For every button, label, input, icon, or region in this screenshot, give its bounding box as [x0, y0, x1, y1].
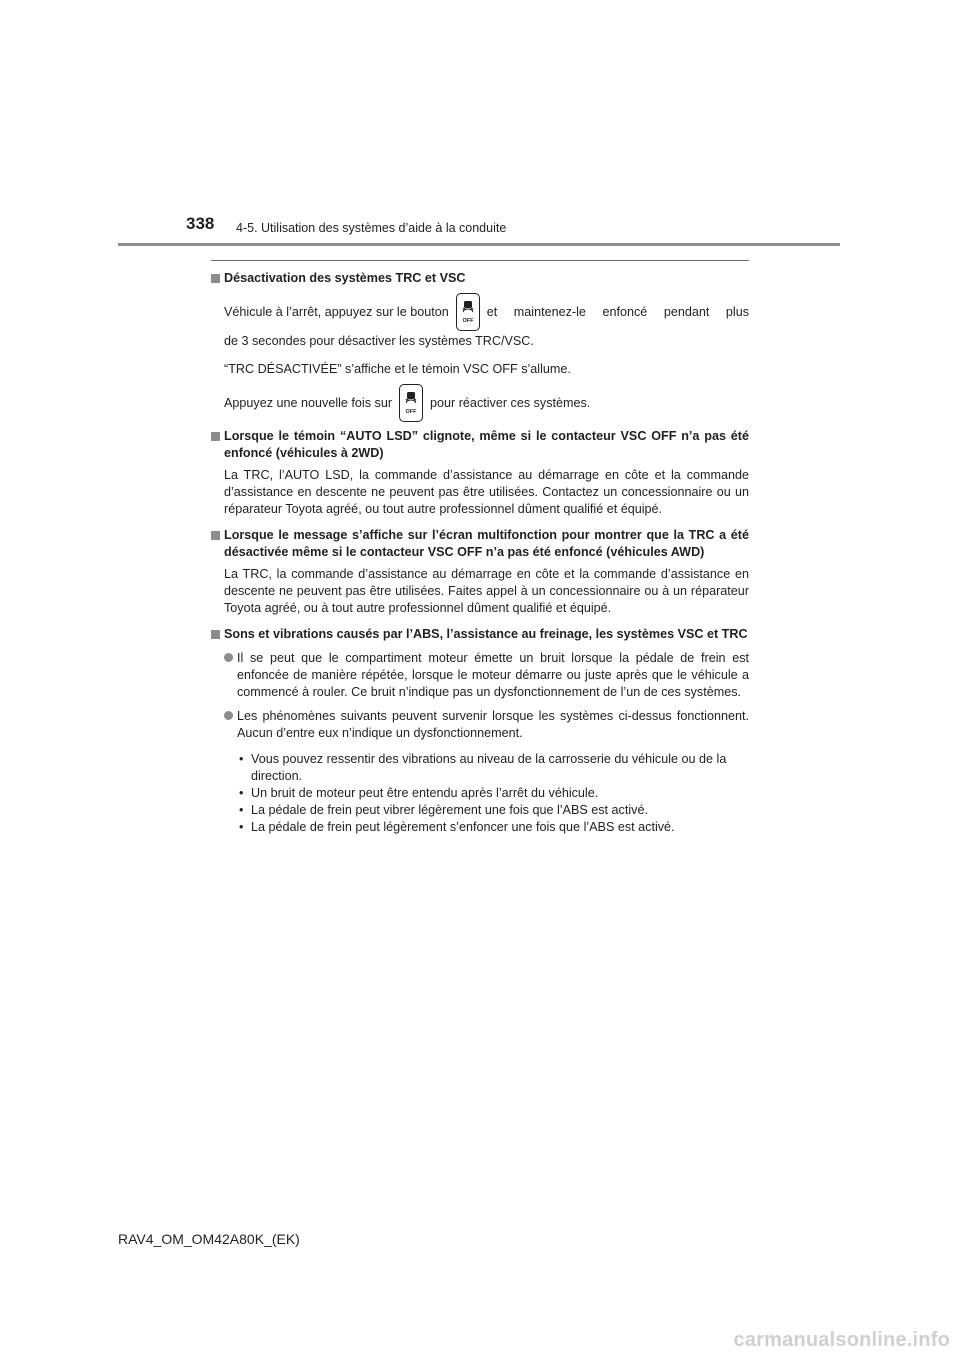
section-heading: [211, 270, 749, 287]
footer-model-code: RAV4_OM_OM42A80K_(EK): [118, 1231, 300, 1247]
section-heading: [211, 428, 749, 462]
bullet-text: Il se peut que le compartiment moteur émette un bruit lorsque la pédale de frein est enfoncée de manière répétée, lorsque le moteur démarre ou juste après que le véhicule a commencé à rouler. Ce bruit n’indique pas un dysfonctionnement de l’un de ces systèmes.: [237, 651, 749, 699]
sub-item-text: Vous pouvez ressentir des vibrations au niveau de la carrosserie du véhicule ou de la direction.: [251, 752, 727, 783]
sub-list-item: [237, 819, 749, 836]
heading-text: Sons et vibrations causés par l’ABS, l’assistance au freinage, les systèmes VSC et TRC: [224, 627, 748, 641]
heading-square-marker: [211, 432, 220, 441]
instruction-text-cont: de 3 secondes pour désactiver les systèmes TRC/VSC.: [224, 334, 534, 348]
heading-square-marker: [211, 630, 220, 639]
section-rule: [211, 260, 749, 261]
heading-square-marker: [211, 274, 220, 283]
section-heading: [211, 626, 749, 643]
section-auto-lsd: [211, 428, 749, 518]
bullet-dot-marker: [224, 711, 233, 720]
sub-item-text: La pédale de frein peut légèrement s’enfoncer une fois que l’ABS est activé.: [251, 820, 675, 834]
instruction-text-end: et maintenez-le enfoncé pendant plus: [486, 304, 749, 319]
sub-item-text: La pédale de frein peut vibrer légèrement une fois que l’ABS est activé.: [251, 803, 648, 817]
list-item: [211, 650, 749, 701]
sub-bullet-marker: •: [239, 752, 244, 766]
section-body: La TRC, l’AUTO LSD, la commande d’assistance au démarrage en côte et la commande d’assistance en descente ne peuvent pas être utilisées. Contactez un concessionnaire ou un réparateur Toyota agréé, ou tout autre professionnel dûment qualifié et équipé.: [224, 468, 749, 516]
heading-square-marker: [211, 531, 220, 540]
section-sounds-vibrations: [211, 626, 749, 836]
section-heading: [211, 527, 749, 561]
watermark: carmanualsonline.info: [733, 1329, 950, 1351]
section-trc-vsc-off: [211, 270, 749, 422]
section-body: La TRC, la commande d’assistance au démarrage en côte et la commande d’assistance en descente ne peuvent pas être utilisées. Faites appel à un concessionnaire ou à un réparateur Toyota agréé, ou à tout autre professionnel dûment qualifié et équipé.: [224, 567, 749, 615]
vsc-off-button-icon: [399, 384, 423, 422]
status-message-text: “TRC DÉSACTIVÉE” s’affiche et le témoin VSC OFF s’allume.: [224, 362, 571, 376]
bullet-dot-marker: [224, 653, 233, 662]
vsc-off-button-icon: [456, 293, 480, 331]
instruction-text-start: Véhicule à l’arrêt, appuyez sur le bouton: [224, 304, 449, 319]
page-content: [211, 270, 749, 836]
reactivate-text-end: pour réactiver ces systèmes.: [430, 395, 591, 410]
reactivate-text-start: Appuyez une nouvelle fois sur: [224, 395, 393, 410]
header-rule: [118, 243, 840, 246]
sub-bullet-marker: •: [239, 820, 244, 834]
heading-text: Lorsque le témoin “AUTO LSD” clignote, même si le contacteur VSC OFF n’a pas été enfoncé (véhicules à 2WD): [224, 429, 749, 460]
svg-text:OFF: OFF: [462, 318, 474, 324]
sub-bullet-marker: •: [239, 803, 244, 817]
instruction-paragraph: [211, 293, 749, 422]
sub-list-item: [237, 802, 749, 819]
page-number: 338: [186, 214, 215, 233]
svg-text:OFF: OFF: [405, 409, 417, 415]
heading-text: Lorsque le message s’affiche sur l’écran multifonction pour montrer que la TRC a été désactivée même si le contacteur VSC OFF n’a pas été enfoncé (véhicules AWD): [224, 528, 749, 559]
heading-text: Désactivation des systèmes TRC et VSC: [224, 271, 466, 285]
sub-bullet-marker: •: [239, 786, 244, 800]
sub-item-text: Un bruit de moteur peut être entendu après l’arrêt du véhicule.: [251, 786, 599, 800]
chapter-title: 4-5. Utilisation des systèmes d’aide à la conduite: [236, 221, 507, 235]
list-item: [211, 708, 749, 742]
sub-list-item: [237, 751, 749, 785]
sub-list-item: [237, 785, 749, 802]
bullet-text: Les phénomènes suivants peuvent survenir lorsque les systèmes ci-dessus fonctionnent. Aucun d’entre eux n’indique un dysfonctionnement.: [237, 709, 749, 740]
sub-list: [211, 751, 749, 836]
section-trc-message-awd: [211, 527, 749, 617]
